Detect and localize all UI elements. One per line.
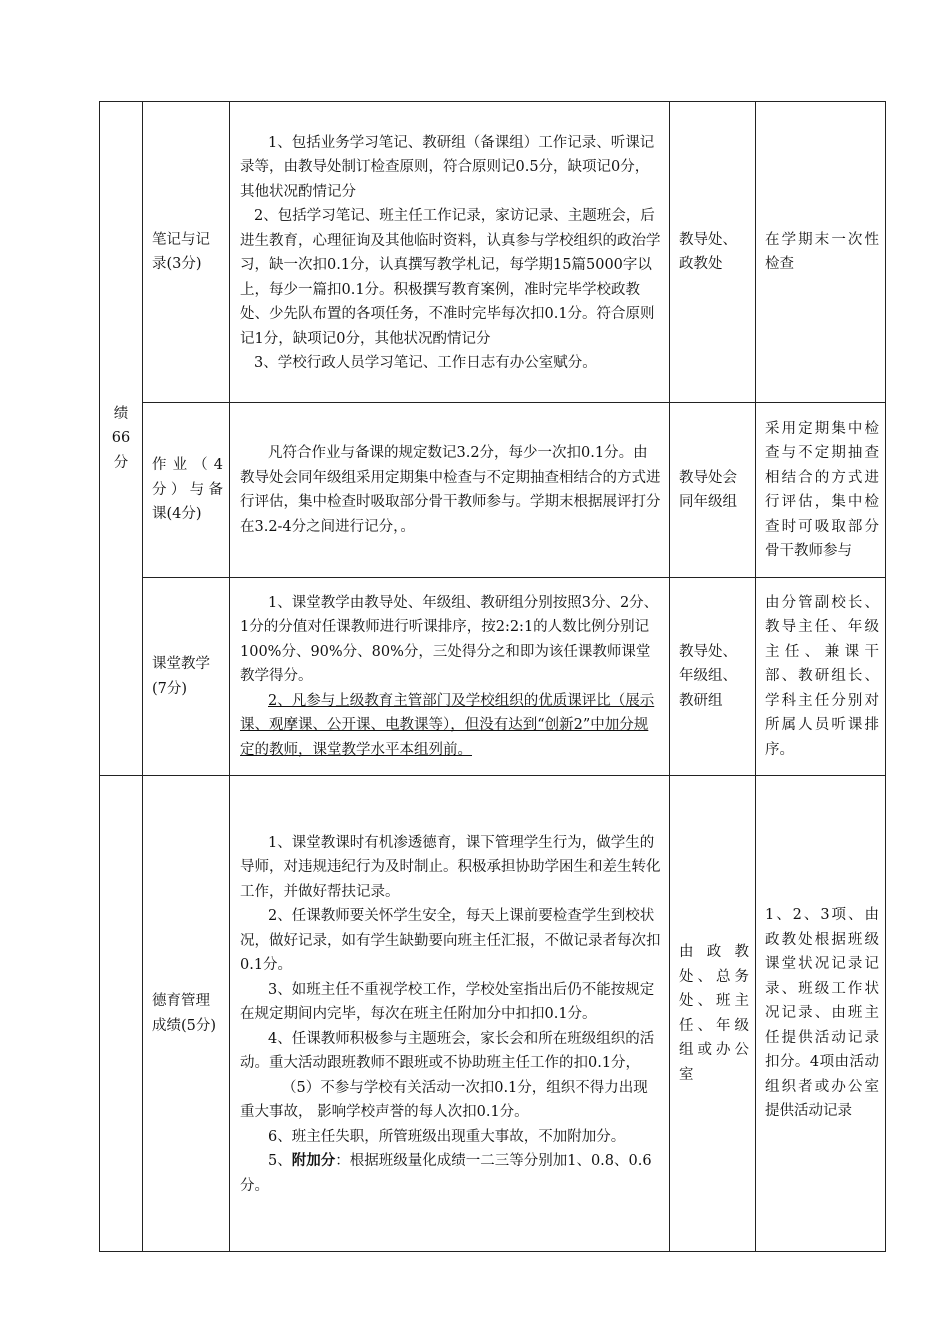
table-row-homework — [100, 403, 886, 578]
category-char-2: 66 — [111, 430, 131, 447]
category-char-3: 分 — [113, 454, 129, 471]
content-paragraph: 2、包括学习笔记、班主任工作记录，家访记录、主题班会，后进生教育，心理征询及其他临时资料，认真参与学校组织的政治学习，缺一次扣0.1分，认真撰写教学札记，每学期15篇5000字以上，每少一篇扣0.1分。积极撰写教育案例，准时完毕学校政教处、少先队布置的各项任务，不准时完毕每次扣0.1分。符合原则记1分，缺项记0分，其他状况酌情记分 — [240, 208, 661, 347]
bonus-text: ：根据班级量化成绩一二三等分别加1、0.8、0.6分。 — [240, 1153, 652, 1194]
item-content-classroom — [230, 578, 670, 776]
item-name-moral: 德育管理成绩(5分) — [143, 776, 230, 1252]
category-cell-empty — [100, 776, 143, 1252]
item-name-notes: 笔记与记录(3分) — [143, 102, 230, 403]
content-paragraph: 1、课堂教学由教导处、年级组、教研组分别按照3分、2分、1分的分值对任课教师进行听课排序，按2:2:1的人数比例分别记100%分、90%分、80%分，三处得分之和即为该任课教师课堂教学得分。 — [240, 594, 659, 685]
item-content-homework — [230, 403, 670, 578]
item-notes-classroom: 由分管副校长、教导主任、年级主任、兼课干部、教研组长、学科主任分别对所属人员听课排序。 — [756, 578, 886, 776]
item-dept-classroom: 教导处、年级组、教研组 — [670, 578, 756, 776]
content-paragraph: 2、任课教师要关怀学生安全，每天上课前要检查学生到校状况，做好记录，如有学生缺勤要向班主任汇报，不做记录者每次扣0.1分。 — [240, 908, 661, 974]
item-notes-moral: 1、2、3项、由政教处根据班级课堂状况记录记录、班级工作状况记录、由班主任提供活动记录扣分。4项由活动组织者或办公室提供活动记录 — [756, 776, 886, 1252]
content-paragraph: 3、学校行政人员学习笔记、工作日志有办公室赋分。 — [254, 355, 597, 371]
table-row-classroom — [100, 578, 886, 776]
category-char-1: 绩 — [113, 405, 129, 422]
content-paragraph: 凡符合作业与备课的规定数记3.2分，每少一次扣0.1分。由教导处会同年级组采用定期集中检查与不定期抽查相结合的方式进行评估，集中检查时吸取部分骨干教师参与。学期末根据展评打分在3.2-4分之间进行记分，。 — [240, 445, 661, 535]
item-dept-moral: 由政教处、总务处、班主任、年级组或办公室 — [670, 776, 756, 1252]
content-paragraph: （5）不参与学校有关活动一次扣0.1分，组织不得力出现重大事故， 影响学校声誉的每人次扣0.1分。 — [240, 1079, 648, 1121]
bonus-label: 附加分 — [291, 1152, 336, 1170]
bonus-number: 5、 — [268, 1153, 292, 1170]
content-paragraph: 1、包括业务学习笔记、教研组（备课组）工作记录、听课记录等，由教导处制订检查原则，符合原则记0.5分，缺项记0分，其他状况酌情记分 — [240, 134, 655, 200]
item-content-notes — [230, 102, 670, 403]
content-paragraph: 4、任课教师积极参与主题班会，家长会和所在班级组织的活动。重大活动跟班教师不跟班或不协助班主任工作的扣0.1分， — [240, 1030, 655, 1072]
content-paragraph-underlined: 2、凡参与上级教育主管部门及学校组织的优质课评比（展示课、观摩课、公开课、电教课等），但没有达到“创新2”中加分规定的教师，课堂教学水平本组列前。 — [240, 692, 655, 758]
item-dept-homework: 教导处会同年级组 — [670, 403, 756, 578]
content-paragraph: 3、如班主任不重视学校工作，学校处室指出后仍不能按规定在规定期间内完毕，每次在班主任附加分中扣扣0.1分。 — [240, 981, 655, 1023]
evaluation-table — [99, 101, 886, 1252]
item-notes-homework: 采用定期集中检查与不定期抽查相结合的方式进行评估，集中检查时可吸取部分骨干教师参与 — [756, 403, 886, 578]
table-row-notes — [100, 102, 886, 403]
item-notes-notes: 在学期末一次性检查 — [756, 102, 886, 403]
item-dept-notes: 教导处、政教处 — [670, 102, 756, 403]
content-paragraph: 1、课堂教课时有机渗透德育，课下管理学生行为，做学生的导师，对违规违纪行为及时制止。积极承担协助学困生和差生转化工作，并做好帮扶记录。 — [240, 834, 661, 900]
item-name-classroom: 课堂教学(7分) — [143, 578, 230, 776]
item-name-homework: 作业（4分）与备课(4分) — [143, 403, 230, 578]
table-row-moral — [100, 776, 886, 1252]
category-cell-score — [100, 102, 143, 776]
content-paragraph-bonus — [240, 1149, 661, 1198]
content-paragraph: 6、班主任失职，所管班级出现重大事故，不加附加分。 — [268, 1128, 626, 1145]
item-content-moral — [230, 776, 670, 1252]
